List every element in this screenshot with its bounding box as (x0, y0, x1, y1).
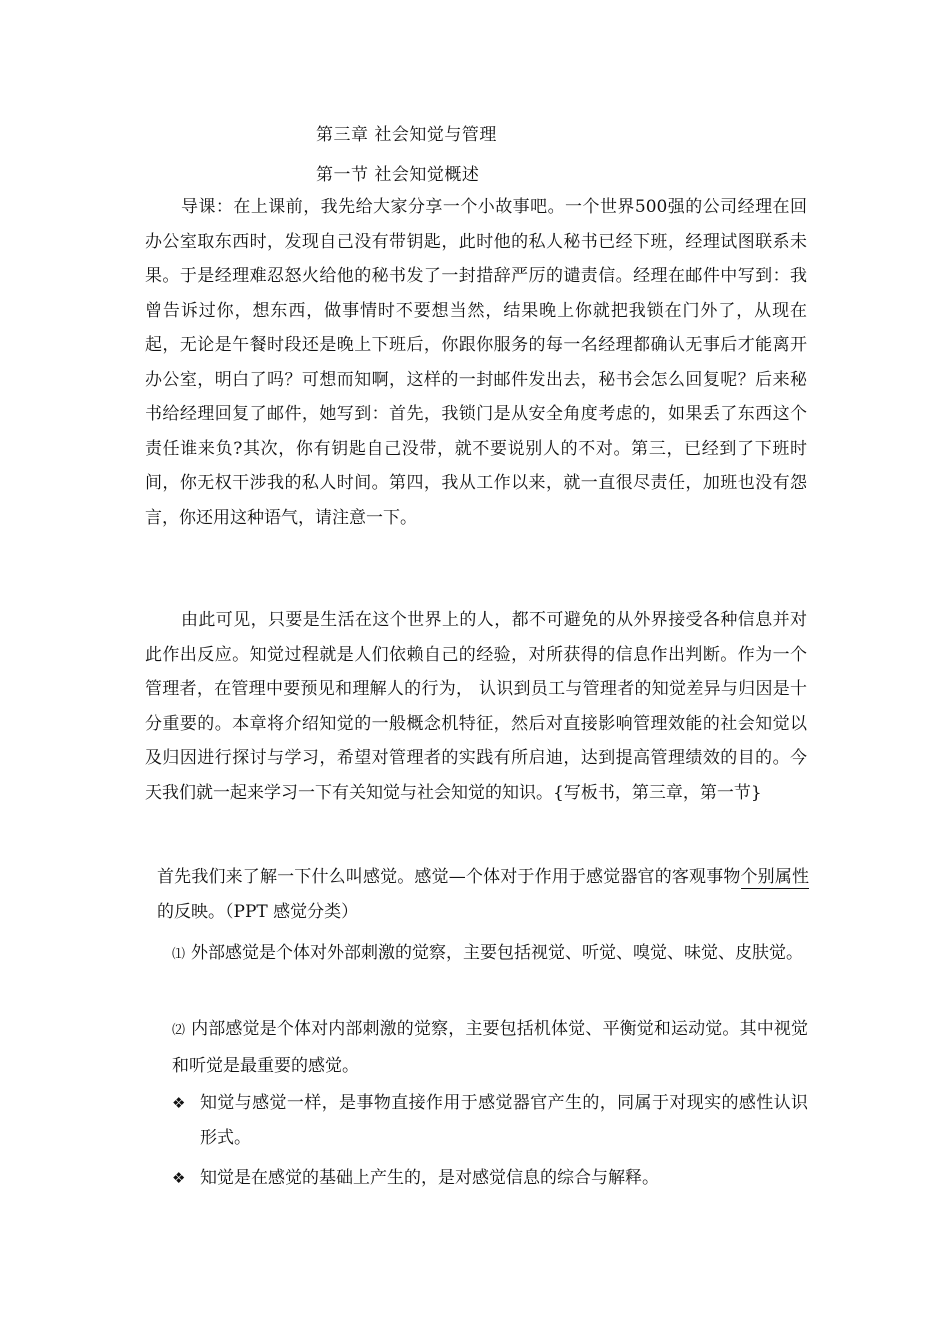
sensation-text-pre: 首先我们来了解一下什么叫感觉。感觉—个体对于作用于感觉器官的客观事物 (157, 867, 741, 887)
sensation-underlined-term: 个别属性 (740, 867, 810, 887)
second-paragraph: 由此可见，只要是生活在这个世界上的人，都不可避免的从外界接受各种信息并对此作出反应。知觉过程就是人们依赖自己的经验，对所获得的信息作出判断。作为一个管理者，在管理中要预见和理解人的行为， 认识到员工与管理者的知觉差异与归因是十分重要的。本章将介绍知觉的一般概念机特征，然后对直接影响管理效能的社会知觉以及归因进行探讨与学习，希望对管理者的实践有所启迪，达到提高管理绩效的目的。今天我们就一起来学习一下有关知觉与社会知觉的知识。{写板书，第三章，第一节} (145, 610, 807, 803)
numbered-item-marker: ⑴ (172, 947, 186, 962)
intro-paragraph: 导课：在上课前，我先给大家分享一个小故事吧。一个世界500强的公司经理在回办公室取东西时，发现自己没有带钥匙，此时他的私人秘书已经下班，经理试图联系未果。于是经理难忍怒火给他的秘书发了一封措辞严厉的谴责信。经理在邮件中写到：我曾告诉过你，想东西，做事情时不要想当然，结果晚上你就把我锁在门外了，从现在起，无论是午餐时段还是晚上下班后，你跟你服务的每一名经理都确认无事后才能离开办公室，明白了吗？可想而知啊，这样的一封邮件发出去，秘书会怎么回复呢？后来秘书给经理回复了邮件，她写到：首先，我锁门是从安全角度考虑的，如果丢了东西这个责任谁来负?其次，你有钥匙自己没带，就不要说别人的不对。第三，已经到了下班时间，你无权干涉我的私人时间。第四，我从工作以来，就一直很尽责任，加班也没有怨言，你还用这种语气，请注意一下。 (145, 197, 807, 528)
numbered-item (172, 936, 808, 973)
bullet-item (172, 1086, 808, 1155)
diamond-bullet-icon: ❖ (172, 1169, 186, 1187)
sensation-definition-paragraph (157, 860, 809, 929)
bullet-item (172, 1161, 808, 1196)
chapter-title: 第三章 社会知觉与管理 (316, 125, 497, 145)
numbered-item (172, 1012, 808, 1083)
bullet-item-text: 知觉是在感觉的基础上产生的，是对感觉信息的综合与解释。 (200, 1168, 659, 1188)
numbered-item-marker: ⑵ (172, 1023, 186, 1038)
bullet-item-text: 知觉与感觉一样，是事物直接作用于感觉器官产生的，同属于对现实的感性认识形式。 (200, 1093, 808, 1148)
numbered-item-text: 内部感觉是个体对内部刺激的觉察，主要包括机体觉、平衡觉和运动觉。其中视觉和听觉是最重要的感觉。 (172, 1019, 808, 1076)
numbered-item-text: 外部感觉是个体对外部刺激的觉察，主要包括视觉、听觉、嗅觉、味觉、皮肤觉。 (191, 943, 804, 963)
sensation-text-post: 的反映。（PPT 感觉分类） (157, 901, 359, 922)
section-title: 第一节 社会知觉概述 (316, 165, 480, 185)
diamond-bullet-icon: ❖ (172, 1094, 186, 1112)
